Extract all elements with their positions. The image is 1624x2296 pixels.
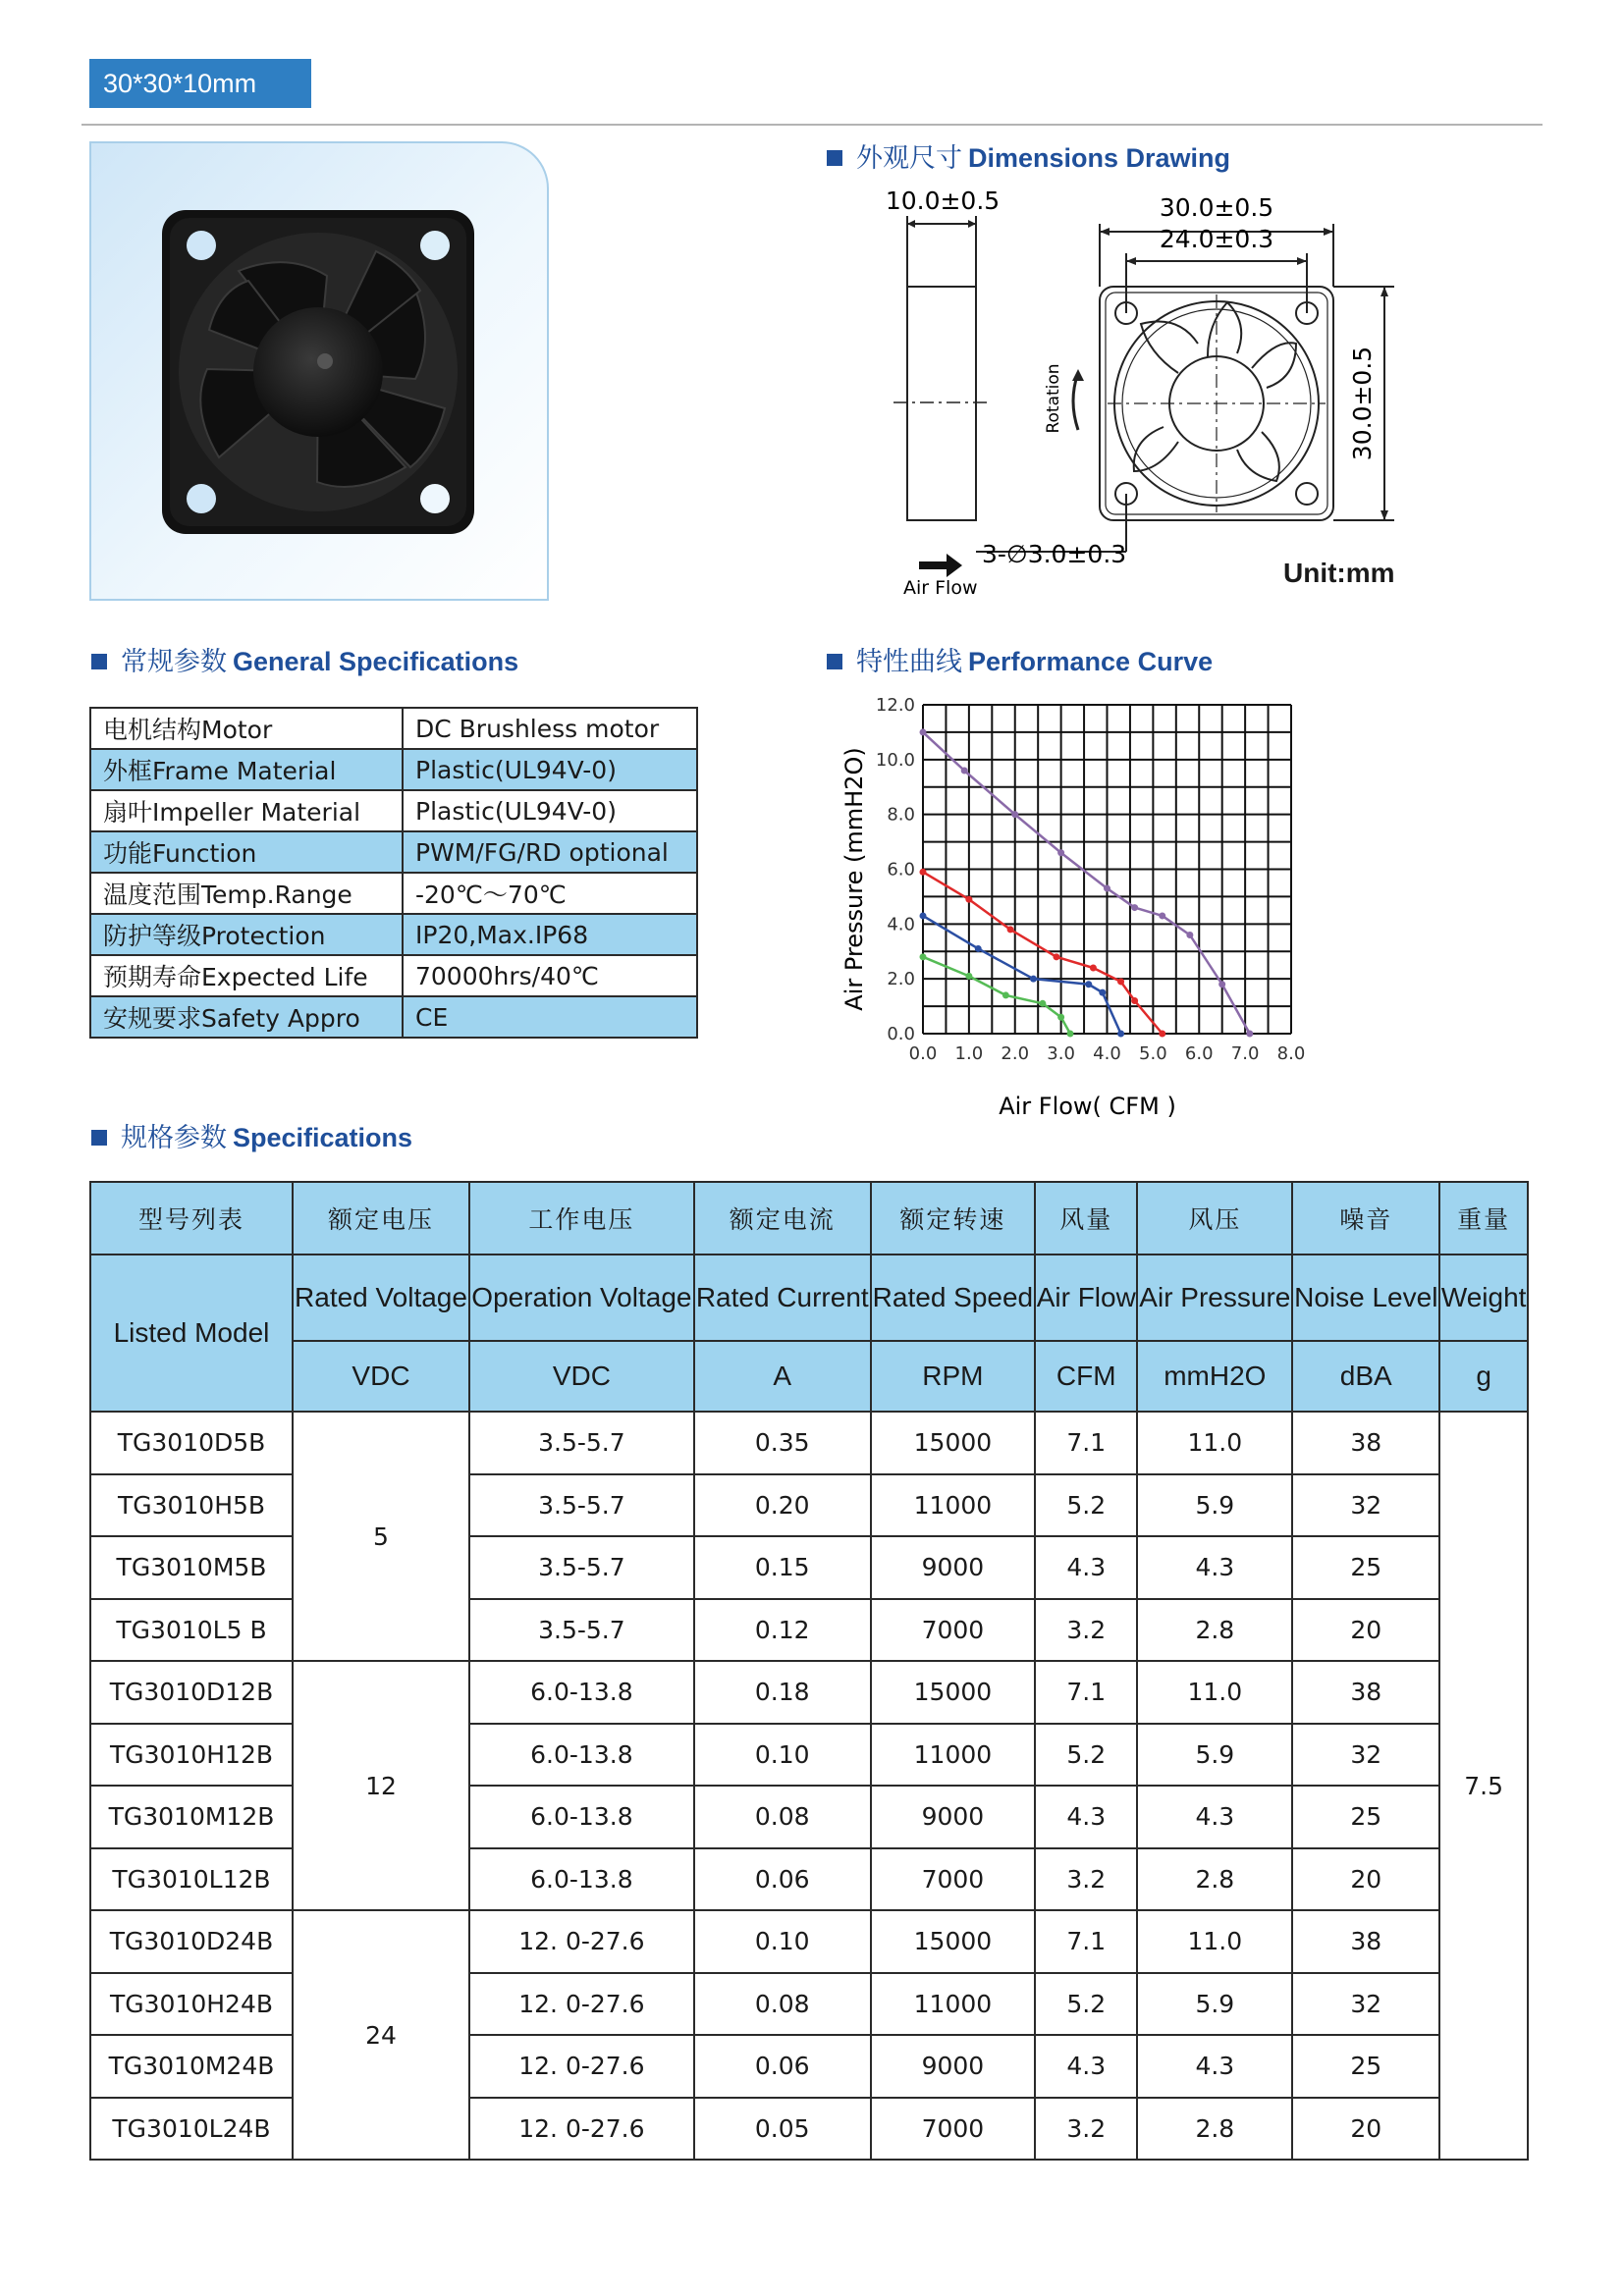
y-tick-label: 4.0 bbox=[887, 914, 915, 935]
data-cell: 0.06 bbox=[694, 2035, 871, 2098]
data-cell: 12. 0-27.6 bbox=[469, 1973, 694, 2036]
header-en-cell: Air Flow bbox=[1035, 1255, 1137, 1341]
data-cell: 7000 bbox=[871, 1848, 1035, 1911]
data-cell: 5.2 bbox=[1035, 1724, 1137, 1787]
y-tick-label: 10.0 bbox=[875, 749, 915, 771]
series-point bbox=[1131, 997, 1138, 1004]
unit-cell: A bbox=[694, 1341, 871, 1412]
size-label: 30*30*10mm bbox=[89, 59, 311, 108]
data-cell: 5.9 bbox=[1137, 1474, 1292, 1537]
series-point bbox=[1053, 953, 1059, 960]
hole-pitch-dimension: 24.0±0.3 bbox=[1159, 225, 1274, 253]
data-cell: 4.3 bbox=[1137, 1786, 1292, 1848]
model-cell: TG3010L24B bbox=[90, 2098, 293, 2161]
heading-bullet bbox=[91, 1130, 107, 1146]
rated-voltage-cell: 12 bbox=[293, 1661, 469, 1910]
data-cell: 4.3 bbox=[1137, 2035, 1292, 2098]
data-cell: 3.5-5.7 bbox=[469, 1599, 694, 1662]
data-cell: 38 bbox=[1292, 1661, 1439, 1724]
data-cell: 9000 bbox=[871, 1536, 1035, 1599]
data-cell: 0.18 bbox=[694, 1661, 871, 1724]
data-cell: 0.15 bbox=[694, 1536, 871, 1599]
header-en-cell: Rated Current bbox=[694, 1255, 871, 1341]
dimensions-drawing bbox=[884, 177, 1414, 609]
holes-dimension: 3-∅3.0±0.3 bbox=[982, 540, 1127, 568]
model-cell: TG3010H12B bbox=[90, 1724, 293, 1787]
x-tick-label: 2.0 bbox=[1001, 1043, 1030, 1064]
outer-width-dimension: 30.0±0.5 bbox=[1159, 193, 1274, 222]
data-cell: 6.0-13.8 bbox=[469, 1724, 694, 1787]
header-en-cell: Air Pressure bbox=[1137, 1255, 1292, 1341]
x-tick-label: 4.0 bbox=[1093, 1043, 1121, 1064]
spec-key: 电机结构Motor bbox=[90, 708, 403, 749]
series-point bbox=[920, 869, 927, 876]
model-cell: TG3010D12B bbox=[90, 1661, 293, 1724]
data-cell: 12. 0-27.6 bbox=[469, 1910, 694, 1973]
header-zh-cell: 型号列表 bbox=[90, 1182, 293, 1255]
series-point bbox=[1099, 989, 1106, 996]
series-point bbox=[1246, 1031, 1253, 1038]
data-cell: 0.20 bbox=[694, 1474, 871, 1537]
thickness-dimension: 10.0±0.5 bbox=[885, 187, 1001, 215]
data-cell: 6.0-13.8 bbox=[469, 1786, 694, 1848]
series-line bbox=[923, 732, 1250, 1034]
data-cell: 12. 0-27.6 bbox=[469, 2035, 694, 2098]
header-en-cell: Rated Voltage bbox=[293, 1255, 469, 1341]
series-point bbox=[1057, 1014, 1064, 1021]
header-zh-cell: 风量 bbox=[1035, 1182, 1137, 1255]
x-tick-label: 3.0 bbox=[1047, 1043, 1075, 1064]
data-cell: 11.0 bbox=[1137, 1910, 1292, 1973]
data-cell: 3.5-5.7 bbox=[469, 1412, 694, 1474]
spec-value: DC Brushless motor bbox=[403, 708, 697, 749]
data-cell: 5.9 bbox=[1137, 1973, 1292, 2036]
header-zh-cell: 工作电压 bbox=[469, 1182, 694, 1255]
unit-label: Unit:mm bbox=[1283, 558, 1395, 588]
spec-value: PWM/FG/RD optional bbox=[403, 831, 697, 873]
unit-cell: mmH2O bbox=[1137, 1341, 1292, 1412]
model-cell: TG3010M24B bbox=[90, 2035, 293, 2098]
table-row bbox=[90, 1182, 1528, 1255]
header-divider bbox=[81, 124, 1543, 126]
rotation-arrow-icon bbox=[1072, 369, 1084, 381]
data-cell: 0.06 bbox=[694, 1848, 871, 1911]
series-point bbox=[1039, 1000, 1046, 1007]
series-point bbox=[1057, 849, 1064, 856]
dimensions-heading bbox=[827, 136, 1230, 175]
data-cell: 38 bbox=[1292, 1910, 1439, 1973]
data-cell: 3.2 bbox=[1035, 2098, 1137, 2161]
data-cell: 0.08 bbox=[694, 1786, 871, 1848]
heading-en: Specifications bbox=[233, 1123, 413, 1152]
series-point bbox=[1002, 991, 1009, 998]
spec-value: Plastic(UL94V-0) bbox=[403, 749, 697, 790]
y-tick-label: 6.0 bbox=[887, 859, 915, 881]
data-cell: 7000 bbox=[871, 2098, 1035, 2161]
heading-zh: 规格参数 bbox=[121, 1123, 227, 1152]
series-point bbox=[1159, 912, 1165, 919]
header-en-cell: Weight bbox=[1439, 1255, 1528, 1341]
y-tick-label: 12.0 bbox=[875, 695, 915, 716]
series-point bbox=[920, 912, 927, 919]
data-cell: 15000 bbox=[871, 1661, 1035, 1724]
data-cell: 32 bbox=[1292, 1973, 1439, 2036]
data-cell: 0.35 bbox=[694, 1412, 871, 1474]
general-spec-row bbox=[90, 955, 697, 996]
model-cell: TG3010D5B bbox=[90, 1412, 293, 1474]
series-point bbox=[1218, 981, 1225, 988]
data-cell: 7.1 bbox=[1035, 1661, 1137, 1724]
series-point bbox=[1011, 811, 1018, 818]
data-cell: 25 bbox=[1292, 2035, 1439, 2098]
data-cell: 7.1 bbox=[1035, 1412, 1137, 1474]
data-cell: 3.2 bbox=[1035, 1848, 1137, 1911]
data-cell: 25 bbox=[1292, 1786, 1439, 1848]
general-spec-row bbox=[90, 831, 697, 873]
data-cell: 0.08 bbox=[694, 1973, 871, 2036]
data-cell: 20 bbox=[1292, 2098, 1439, 2161]
model-cell: TG3010H24B bbox=[90, 1973, 293, 2036]
weight-cell: 7.5 bbox=[1439, 1412, 1528, 2160]
x-tick-label: 6.0 bbox=[1184, 1043, 1214, 1064]
series-line bbox=[923, 916, 1121, 1034]
data-cell: 9000 bbox=[871, 1786, 1035, 1848]
airflow-label: Air Flow bbox=[903, 577, 978, 599]
rated-voltage-cell: 24 bbox=[293, 1910, 469, 2160]
table-row bbox=[90, 1661, 1528, 1724]
data-cell: 6.0-13.8 bbox=[469, 1661, 694, 1724]
heading-bullet bbox=[827, 654, 842, 669]
header-en-cell: Listed Model bbox=[90, 1255, 293, 1412]
x-tick-label: 0.0 bbox=[908, 1043, 938, 1064]
series-point bbox=[1007, 926, 1014, 933]
y-tick-label: 0.0 bbox=[887, 1024, 915, 1044]
y-tick-label: 2.0 bbox=[887, 969, 915, 990]
data-cell: 25 bbox=[1292, 1536, 1439, 1599]
data-cell: 20 bbox=[1292, 1599, 1439, 1662]
general-spec-row bbox=[90, 749, 697, 790]
y-tick-label: 8.0 bbox=[887, 804, 915, 826]
fan-photo-illustration bbox=[91, 143, 547, 599]
heading-en: Dimensions Drawing bbox=[968, 143, 1231, 173]
data-cell: 7000 bbox=[871, 1599, 1035, 1662]
general-spec-row bbox=[90, 996, 697, 1038]
data-cell: 32 bbox=[1292, 1724, 1439, 1787]
data-cell: 2.8 bbox=[1137, 1848, 1292, 1911]
data-cell: 9000 bbox=[871, 2035, 1035, 2098]
series-point bbox=[965, 896, 972, 903]
airflow-arrow-icon bbox=[919, 554, 962, 577]
specifications-table bbox=[89, 1181, 1529, 2161]
x-tick-label: 7.0 bbox=[1230, 1043, 1260, 1064]
header-en-cell: Rated Speed bbox=[871, 1255, 1035, 1341]
heading-bullet bbox=[827, 150, 842, 166]
spec-key: 扇叶Impeller Material bbox=[90, 790, 403, 831]
data-cell: 11000 bbox=[871, 1973, 1035, 2036]
spec-key: 功能Function bbox=[90, 831, 403, 873]
data-cell: 5.9 bbox=[1137, 1724, 1292, 1787]
rotation-label: Rotation bbox=[1044, 363, 1063, 434]
table-row bbox=[90, 1341, 1528, 1412]
specifications-heading bbox=[91, 1116, 412, 1154]
unit-cell: RPM bbox=[871, 1341, 1035, 1412]
data-cell: 0.12 bbox=[694, 1599, 871, 1662]
series-point bbox=[1117, 978, 1124, 985]
height-dimension: 30.0±0.5 bbox=[1348, 346, 1377, 461]
spec-value: Plastic(UL94V-0) bbox=[403, 790, 697, 831]
data-cell: 4.3 bbox=[1035, 2035, 1137, 2098]
data-cell: 11000 bbox=[871, 1724, 1035, 1787]
fan-side-view bbox=[907, 287, 976, 520]
spec-key: 预期寿命Expected Life bbox=[90, 955, 403, 996]
header-zh-cell: 重量 bbox=[1439, 1182, 1528, 1255]
data-cell: 3.2 bbox=[1035, 1599, 1137, 1662]
spec-value: -20℃～70℃ bbox=[403, 873, 697, 914]
data-cell: 11.0 bbox=[1137, 1412, 1292, 1474]
data-cell: 20 bbox=[1292, 1848, 1439, 1911]
data-cell: 7.1 bbox=[1035, 1910, 1137, 1973]
x-tick-label: 8.0 bbox=[1276, 1043, 1306, 1064]
product-photo bbox=[89, 141, 549, 601]
header-en-cell: Operation Voltage bbox=[469, 1255, 694, 1341]
heading-bullet bbox=[91, 654, 107, 669]
data-cell: 4.3 bbox=[1035, 1536, 1137, 1599]
heading-en: Performance Curve bbox=[968, 647, 1214, 676]
x-tick-label: 1.0 bbox=[954, 1043, 984, 1064]
series-point bbox=[1117, 1031, 1124, 1038]
general-specs-table bbox=[89, 707, 698, 1039]
table-row bbox=[90, 1910, 1528, 1973]
data-cell: 15000 bbox=[871, 1910, 1035, 1973]
heading-zh: 外观尺寸 bbox=[856, 143, 962, 173]
spec-key: 防护等级Protection bbox=[90, 914, 403, 955]
data-cell: 5.2 bbox=[1035, 1973, 1137, 2036]
performance-curve-heading bbox=[827, 640, 1213, 678]
series-point bbox=[961, 768, 968, 774]
data-cell: 32 bbox=[1292, 1474, 1439, 1537]
series-point bbox=[1090, 965, 1097, 972]
data-cell: 2.8 bbox=[1137, 1599, 1292, 1662]
data-cell: 6.0-13.8 bbox=[469, 1848, 694, 1911]
chart-ticks bbox=[876, 695, 1305, 1064]
general-spec-row bbox=[90, 914, 697, 955]
series-point bbox=[1030, 976, 1037, 983]
data-cell: 11000 bbox=[871, 1474, 1035, 1537]
model-cell: TG3010H5B bbox=[90, 1474, 293, 1537]
header-zh-cell: 噪音 bbox=[1292, 1182, 1439, 1255]
model-cell: TG3010L12B bbox=[90, 1848, 293, 1911]
data-cell: 2.8 bbox=[1137, 2098, 1292, 2161]
heading-zh: 特性曲线 bbox=[856, 647, 962, 676]
performance-curve-chart bbox=[815, 687, 1404, 1129]
chart-xlabel: Air Flow( CFM ) bbox=[999, 1093, 1176, 1120]
series-point bbox=[1186, 932, 1193, 938]
heading-zh: 常规参数 bbox=[121, 647, 227, 676]
series-point bbox=[975, 945, 982, 952]
unit-cell: dBA bbox=[1292, 1341, 1439, 1412]
header-zh-cell: 额定转速 bbox=[871, 1182, 1035, 1255]
spec-value: IP20,Max.IP68 bbox=[403, 914, 697, 955]
spec-value: CE bbox=[403, 996, 697, 1038]
header-zh-cell: 风压 bbox=[1137, 1182, 1292, 1255]
series-point bbox=[1131, 904, 1138, 911]
header-zh-cell: 额定电流 bbox=[694, 1182, 871, 1255]
data-cell: 3.5-5.7 bbox=[469, 1474, 694, 1537]
model-cell: TG3010D24B bbox=[90, 1910, 293, 1973]
model-cell: TG3010M5B bbox=[90, 1536, 293, 1599]
unit-cell: g bbox=[1439, 1341, 1528, 1412]
unit-cell: CFM bbox=[1035, 1341, 1137, 1412]
model-cell: TG3010M12B bbox=[90, 1786, 293, 1848]
data-cell: 15000 bbox=[871, 1412, 1035, 1474]
data-cell: 4.3 bbox=[1137, 1536, 1292, 1599]
series-point bbox=[1067, 1031, 1074, 1038]
series-point bbox=[1159, 1031, 1165, 1038]
heading-en: General Specifications bbox=[233, 647, 519, 676]
series-point bbox=[920, 728, 927, 735]
rated-voltage-cell: 5 bbox=[293, 1412, 469, 1661]
spec-key: 外框Frame Material bbox=[90, 749, 403, 790]
data-cell: 5.2 bbox=[1035, 1474, 1137, 1537]
general-spec-row bbox=[90, 873, 697, 914]
data-cell: 12. 0-27.6 bbox=[469, 2098, 694, 2161]
data-cell: 38 bbox=[1292, 1412, 1439, 1474]
model-cell: TG3010L5 B bbox=[90, 1599, 293, 1662]
series-point bbox=[1104, 885, 1110, 892]
header-zh-cell: 额定电压 bbox=[293, 1182, 469, 1255]
series-point bbox=[965, 973, 972, 980]
spec-key: 温度范围Temp.Range bbox=[90, 873, 403, 914]
unit-cell: VDC bbox=[293, 1341, 469, 1412]
header-en-cell: Noise Level bbox=[1292, 1255, 1439, 1341]
data-cell: 4.3 bbox=[1035, 1786, 1137, 1848]
series-point bbox=[1085, 981, 1092, 988]
x-tick-label: 5.0 bbox=[1139, 1043, 1167, 1064]
data-cell: 11.0 bbox=[1137, 1661, 1292, 1724]
table-row bbox=[90, 1255, 1528, 1341]
general-spec-row bbox=[90, 790, 697, 831]
chart-ylabel: Air Pressure (mmH2O) bbox=[840, 747, 868, 1011]
general-specs-heading bbox=[91, 640, 518, 678]
data-cell: 0.10 bbox=[694, 1910, 871, 1973]
table-row bbox=[90, 1412, 1528, 1474]
unit-cell: VDC bbox=[469, 1341, 694, 1412]
chart-grid bbox=[923, 705, 1291, 1034]
spec-value: 70000hrs/40℃ bbox=[403, 955, 697, 996]
general-spec-row bbox=[90, 708, 697, 749]
data-cell: 3.5-5.7 bbox=[469, 1536, 694, 1599]
data-cell: 0.05 bbox=[694, 2098, 871, 2161]
series-point bbox=[920, 953, 927, 960]
data-cell: 0.10 bbox=[694, 1724, 871, 1787]
spec-key: 安规要求Safety Appro bbox=[90, 996, 403, 1038]
